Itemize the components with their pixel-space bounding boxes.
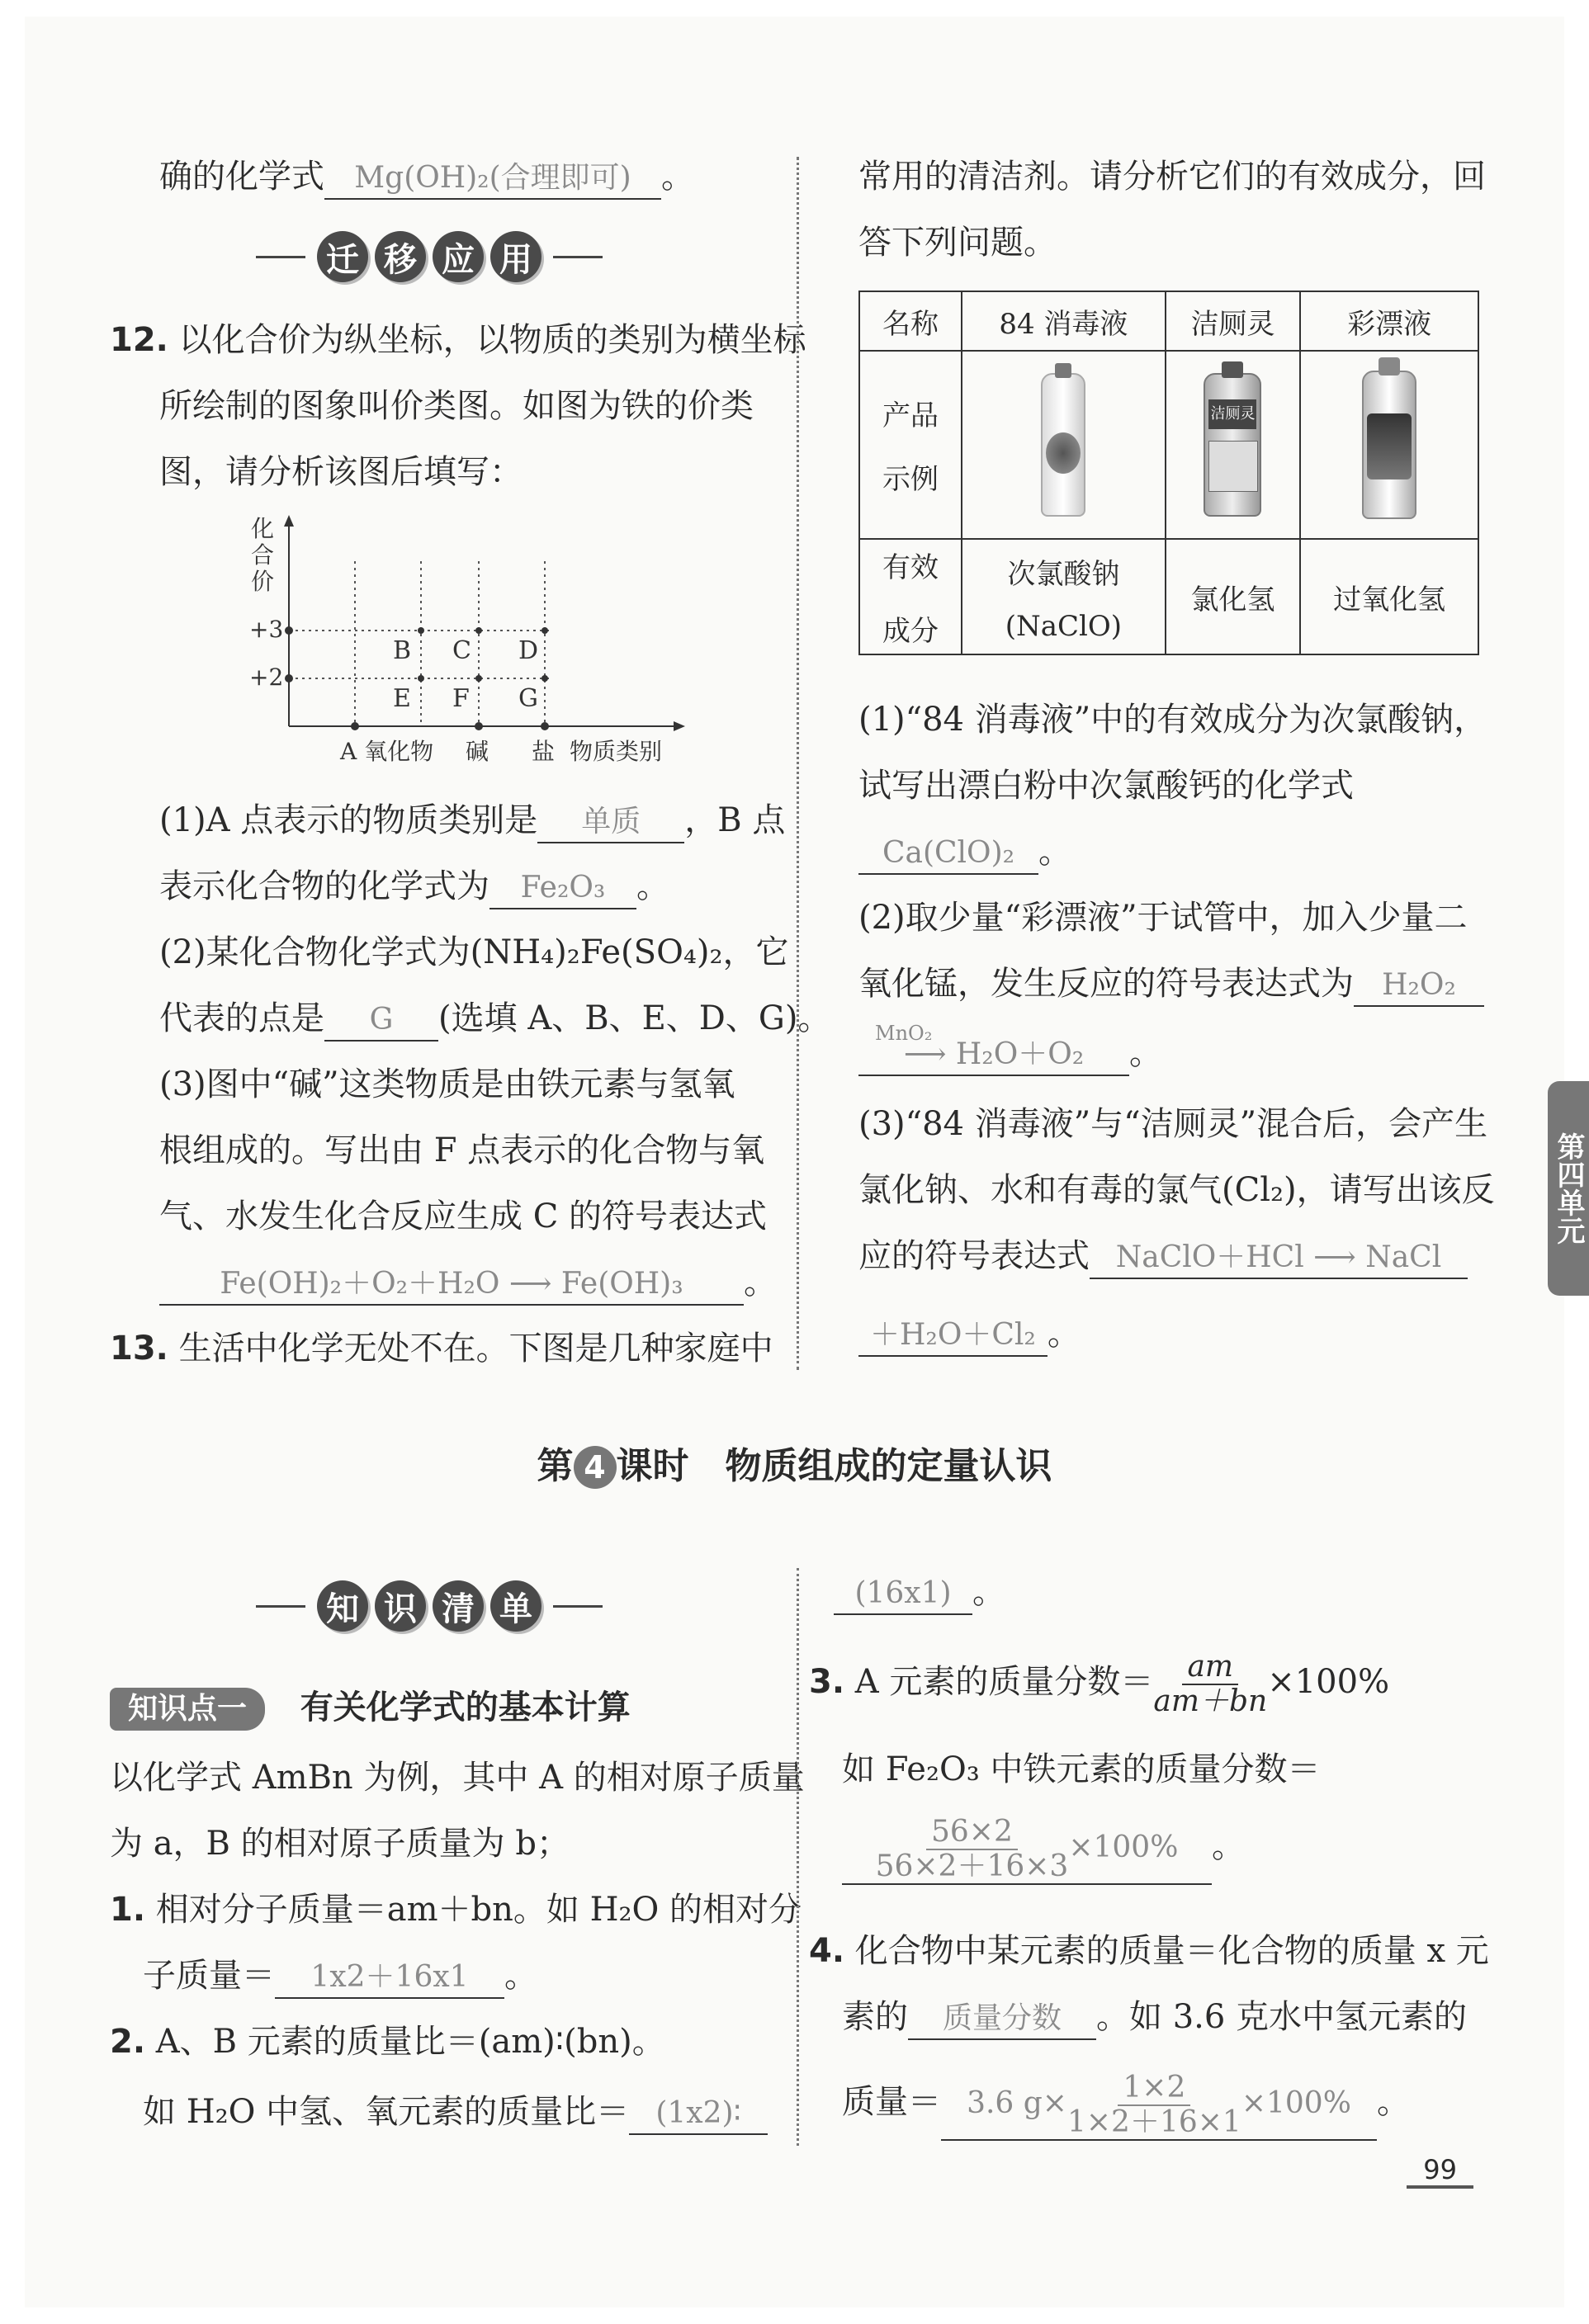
answer-blank[interactable]: (1x2)∶	[629, 2094, 768, 2135]
kp-item3-line2: 如 Fe₂O₃ 中铁元素的质量分数＝	[842, 1750, 1321, 1788]
heading-char: 迁	[317, 231, 368, 282]
knowledge-point-header: 知识点一 有关化学式的基本计算	[110, 1688, 631, 1731]
point-label: G	[518, 684, 538, 713]
section-heading-transfer	[248, 231, 611, 282]
kp-item3-line1: 3. A 元素的质量分数＝ $\frac{am}{am+bn}$ ×100%	[809, 1650, 1390, 1718]
y-tick: +2	[249, 664, 284, 691]
answer-blank[interactable]: 单质	[537, 802, 684, 843]
q12-line2: 所绘制的图象叫价类图。如图为铁的价类	[159, 387, 754, 425]
q12-sub3-answer: Fe(OH)₂＋O₂＋H₂O ⟶ Fe(OH)₃ 。	[159, 1263, 777, 1306]
answer-blank[interactable]: MnO₂ ⟶ H₂O＋O₂	[858, 1035, 1129, 1076]
x-tick: 碱	[466, 738, 489, 765]
q12-sub2b: 代表的点是 G (选填 A、B、E、D、G)。	[159, 999, 830, 1042]
kp-item3-answer: $\frac{56\times 2}{56\times 2+16\times 3}$ ×100% 。	[842, 1816, 1245, 1885]
answer-blank[interactable]: $\frac{56\times 2}{56\times 2+16\times 3}$ ×100%	[842, 1816, 1212, 1885]
q13-sub1-answer: Ca(ClO)₂ 。	[858, 832, 1071, 875]
kp-item1-line2: 子质量＝ 1x2＋16x1 。	[143, 1956, 537, 1999]
table-header: 产品 示例	[859, 351, 962, 539]
answer-blank[interactable]: 质量分数	[908, 1999, 1096, 2040]
page-number: 99	[1407, 2154, 1473, 2189]
y-axis-label: 价	[251, 568, 275, 595]
answer-blank[interactable]: 3.6 g× $\frac{1\times 2}{1\times 2+16\times 1}$ ×100%	[941, 2071, 1377, 2141]
y-tick: +3	[249, 616, 284, 643]
bottle-toilet-cleaner-image: 洁厕灵	[1166, 351, 1300, 539]
section-heading-knowledge	[248, 1580, 611, 1632]
x-tick: A 氧化物	[340, 738, 434, 765]
bottle-84-image	[962, 351, 1166, 539]
kp-item2-continuation: (16x1) 。	[834, 1572, 1005, 1615]
column-divider	[797, 1568, 799, 2146]
x-axis-label: 物质类别	[570, 738, 663, 765]
answer-blank[interactable]: H₂O₂	[1354, 966, 1484, 1007]
answer-blank[interactable]: Fe₂O₃	[489, 868, 636, 909]
answer-blank[interactable]: ＋H₂O＋Cl₂	[858, 1316, 1048, 1357]
heading-char: 移	[375, 231, 426, 282]
column-divider	[797, 157, 799, 1370]
y-axis-label: 化	[251, 515, 275, 542]
knowledge-point-badge: 知识点一	[110, 1688, 265, 1731]
lesson-number-badge: 4	[574, 1446, 617, 1489]
kp-item4-line1: 4. 化合物中某元素的质量＝化合物的质量 x 元	[809, 1932, 1489, 1970]
component-cell: 次氯酸钠 (NaClO)	[962, 539, 1166, 654]
kp-item2-line1: 2. A、B 元素的质量比＝(am)∶(bn)。	[110, 2023, 665, 2061]
heading-char: 应	[433, 231, 484, 282]
q13-intro-line2: 答下列问题。	[858, 224, 1057, 262]
q13-sub3-line1: (3)“84 消毒液”与“洁厕灵”混合后，会产生	[858, 1105, 1488, 1143]
heading-char: 清	[433, 1580, 484, 1632]
valence-class-chart	[239, 512, 702, 776]
table-header: 有效 成分	[859, 539, 962, 654]
cleaner-table	[858, 290, 1479, 655]
q12-sub2: (2)某化合物化学式为(NH₄)₂Fe(SO₄)₂，它	[159, 933, 789, 971]
kp-item4-line2: 素的 质量分数 。如 3.6 克水中氢元素的	[842, 1997, 1467, 2040]
point-label: D	[518, 636, 539, 665]
heading-char: 知	[317, 1580, 368, 1632]
x-tick: 盐	[532, 738, 556, 765]
kp-item4-line3: 质量＝ 3.6 g× $\frac{1\times 2}{1\times 2+16\times 1}$ ×100% 。	[842, 2071, 1410, 2139]
q12-line3: 图，请分析该图后填写：	[159, 453, 523, 491]
y-axis-label: 合	[251, 541, 275, 569]
q12-line1: 12. 以化合价为纵坐标，以物质的类别为横坐标	[110, 321, 806, 359]
q13-sub2-line1: (2)取少量“彩漂液”于试管中，加入少量二	[858, 899, 1468, 937]
q13-sub1-line1: (1)“84 消毒液”中的有效成分为次氯酸钠，	[858, 701, 1487, 739]
q13-line1: 13. 生活中化学无处不在。下图是几种家庭中	[110, 1330, 773, 1367]
bottle-bleach-image	[1300, 351, 1478, 539]
product-name: 洁厕灵	[1166, 291, 1300, 351]
heading-char: 识	[375, 1580, 426, 1632]
q12-sub3-line2: 根组成的。写出由 F 点表示的化合物与氧	[159, 1131, 765, 1169]
answer-blank[interactable]: 1x2＋16x1	[275, 1958, 504, 1999]
q13-sub3-answer: ＋H₂O＋Cl₂ 。	[858, 1314, 1081, 1357]
product-name: 84 消毒液	[962, 291, 1166, 351]
point-label: F	[452, 684, 470, 713]
q13-intro-line1: 常用的清洁剂。请分析它们的有效成分，回	[858, 158, 1486, 196]
point-label: B	[393, 636, 412, 665]
q12-sub3-line3: 气、水发生化合反应生成 C 的符号表达式	[159, 1197, 768, 1235]
component-cell: 过氧化氢	[1300, 539, 1478, 654]
q13-sub3-line3: 应的符号表达式 NaClO＋HCl ⟶ NaCl	[858, 1236, 1468, 1279]
q13-sub2-line2: 氧化锰，发生反应的符号表达式为 H₂O₂	[858, 964, 1484, 1007]
q12-sub1b: 表示化合物的化学式为 Fe₂O₃ 。	[159, 867, 669, 909]
lesson-title: 第 4 课时 物质组成的定量认识	[537, 1445, 1052, 1487]
kp-intro-line1: 以化学式 AmBn 为例，其中 A 的相对原子质量	[110, 1759, 805, 1797]
unit-side-tab[interactable]: 第四单元	[1548, 1081, 1589, 1296]
q13-sub2-answer: MnO₂ ⟶ H₂O＋O₂ 。	[858, 1033, 1162, 1076]
component-cell: 氯化氢	[1166, 539, 1300, 654]
point-label: E	[393, 684, 411, 713]
answer-blank[interactable]: Mg(OH)₂(合理即可)	[324, 158, 661, 200]
answer-blank[interactable]: Fe(OH)₂＋O₂＋H₂O ⟶ Fe(OH)₃	[159, 1264, 744, 1306]
q13-sub3-line2: 氯化钠、水和有毒的氯气(Cl₂)，请写出该反	[858, 1171, 1495, 1209]
answer-blank[interactable]: Ca(ClO)₂	[858, 834, 1038, 875]
kp-item1-line1: 1. 相对分子质量＝am＋bn。如 H₂O 的相对分	[110, 1891, 802, 1929]
catalyst-label: MnO₂	[875, 1022, 933, 1045]
point-label: C	[452, 636, 471, 665]
mass-fraction-formula: $\frac{am}{am+bn}$	[1153, 1650, 1268, 1718]
heading-char: 单	[490, 1580, 541, 1632]
kp-intro-line2: 为 a，B 的相对原子质量为 b；	[110, 1825, 570, 1863]
answer-blank[interactable]: G	[324, 1000, 438, 1042]
answer-blank[interactable]: (16x1)	[834, 1574, 972, 1615]
q11-answer-line: 确的化学式 Mg(OH)₂(合理即可) 。	[159, 157, 694, 200]
table-header: 名称	[859, 291, 962, 351]
answer-blank[interactable]: NaClO＋HCl ⟶ NaCl	[1090, 1238, 1468, 1279]
heading-char: 用	[490, 231, 541, 282]
product-name: 彩漂液	[1300, 291, 1478, 351]
q13-sub1-line2: 试写出漂白粉中次氯酸钙的化学式	[858, 767, 1354, 805]
q12-sub1: (1)A 点表示的物质类别是 单质 ，B 点	[159, 801, 785, 843]
kp-item2-line2: 如 H₂O 中氢、氧元素的质量比＝ (1x2)∶	[143, 2092, 768, 2135]
q12-sub3-line1: (3)图中“碱”这类物质是由铁元素与氢氧	[159, 1065, 735, 1103]
